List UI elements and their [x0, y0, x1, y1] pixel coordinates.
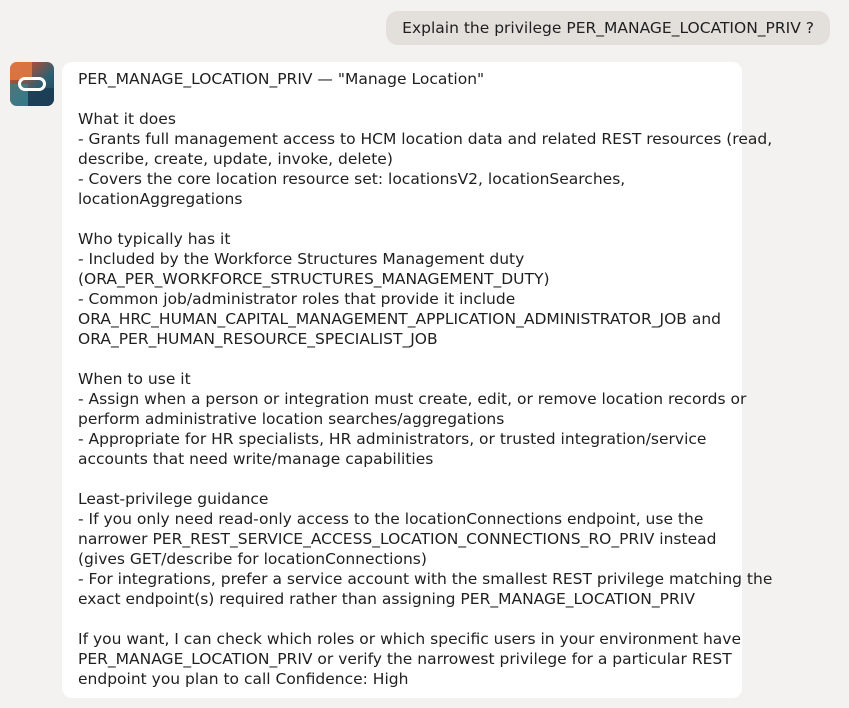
assistant-message-bubble [62, 62, 773, 698]
who-has-it-line: ORA_PER_HUMAN_RESOURCE_SPECIALIST_JOB [78, 330, 438, 348]
who-has-it-line: ORA_HRC_HUMAN_CAPITAL_MANAGEMENT_APPLICATION_ADMINISTRATOR_JOB and [78, 310, 722, 328]
least-privilege-line: (gives GET/describe for locationConnections) [78, 550, 427, 568]
least-privilege-line: - For integrations, prefer a service account with the smallest REST privilege matching the [78, 570, 773, 588]
closing-line: If you want, I can check which roles or which specific users in your environment have [78, 630, 741, 648]
section-heading-what-it-does: What it does [78, 110, 176, 128]
closing-line: PER_MANAGE_LOCATION_PRIV or verify the narrowest privilege for a particular REST [78, 650, 732, 668]
who-has-it-line: - Common job/administrator roles that provide it include [78, 290, 516, 308]
what-it-does-line: - Grants full management access to HCM location data and related REST resources (read, [78, 130, 773, 148]
closing-line: endpoint you plan to call Confidence: High [78, 670, 409, 688]
least-privilege-line: exact endpoint(s) required rather than assigning PER_MANAGE_LOCATION_PRIV [78, 590, 695, 608]
when-to-use-line: perform administrative location searches/aggregations [78, 410, 505, 428]
when-to-use-line: - Assign when a person or integration must create, edit, or remove location records or [78, 390, 747, 408]
when-to-use-line: - Appropriate for HR specialists, HR administrators, or trusted integration/service [78, 430, 707, 448]
who-has-it-line: (ORA_PER_WORKFORCE_STRUCTURES_MANAGEMENT_DUTY) [78, 270, 550, 288]
what-it-does-line: locationAggregations [78, 190, 243, 208]
user-message-text: Explain the privilege PER_MANAGE_LOCATION_PRIV ? [402, 19, 814, 37]
what-it-does-line: - Covers the core location resource set: locationsV2, locationSearches, [78, 170, 626, 188]
least-privilege-line: - If you only need read-only access to the locationConnections endpoint, use the [78, 510, 704, 528]
section-heading-when-to-use: When to use it [78, 370, 191, 388]
least-privilege-line: narrower PER_REST_SERVICE_ACCESS_LOCATION_CONNECTIONS_RO_PRIV instead [78, 530, 717, 548]
what-it-does-line: describe, create, update, invoke, delete) [78, 150, 393, 168]
when-to-use-line: accounts that need write/manage capabilities [78, 450, 434, 468]
who-has-it-line: - Included by the Workforce Structures Management duty [78, 250, 525, 268]
response-title: PER_MANAGE_LOCATION_PRIV — "Manage Location" [78, 70, 485, 88]
section-heading-who-has-it: Who typically has it [78, 230, 231, 248]
user-message-bubble [386, 11, 830, 45]
oracle-logo-icon [10, 62, 54, 106]
section-heading-least-privilege: Least-privilege guidance [78, 490, 269, 508]
